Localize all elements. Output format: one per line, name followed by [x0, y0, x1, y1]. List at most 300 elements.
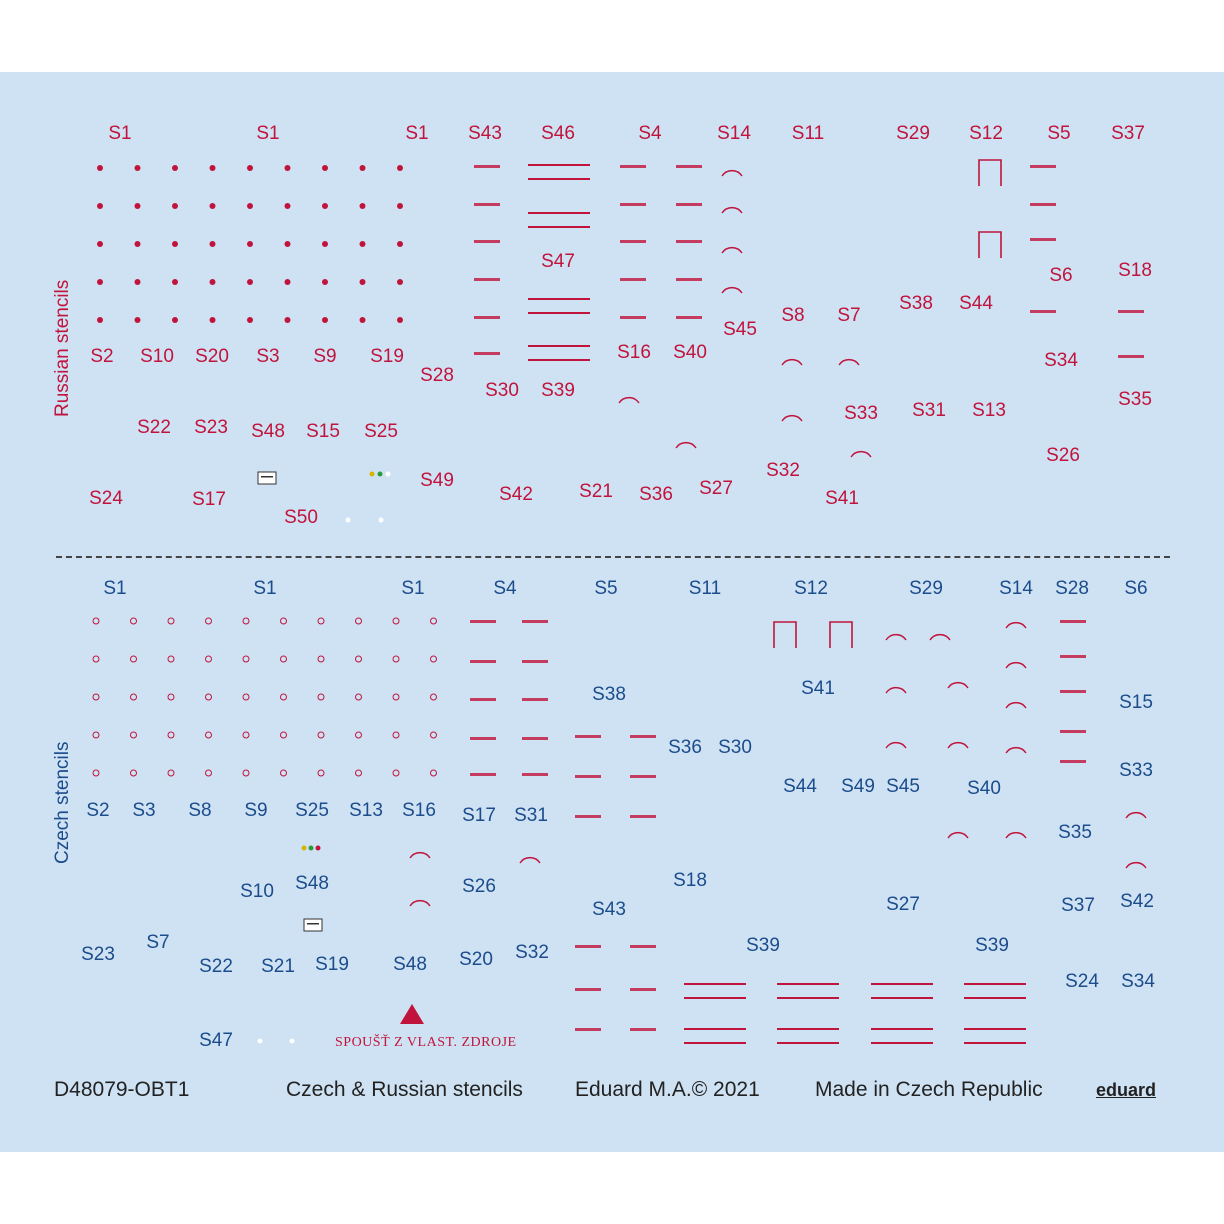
russian-s19-label: S19	[370, 346, 404, 367]
czech-s42-label: S42	[1120, 891, 1154, 912]
stencil-dot	[172, 317, 178, 323]
russian-s41-label: S41	[825, 488, 859, 509]
instrument-box-line	[261, 476, 273, 478]
stencil-text-marking	[474, 203, 500, 206]
indicator-dot	[316, 846, 321, 851]
indicator-dot	[302, 846, 307, 851]
stencil-ring	[318, 618, 324, 624]
stencil-arc	[839, 360, 859, 365]
russian-s45-label: S45	[723, 319, 757, 340]
stencil-dot	[322, 165, 328, 171]
czech-s45-label: S45	[886, 776, 920, 797]
czech-s22-label: S22	[199, 956, 233, 977]
stencil-text-marking	[620, 240, 646, 243]
stencil-dot	[360, 203, 366, 209]
russian-s25-label: S25	[364, 421, 398, 442]
stencil-dot	[247, 165, 253, 171]
stencil-ring	[93, 732, 99, 738]
stencil-arc	[1006, 703, 1026, 708]
placard-line	[777, 1042, 839, 1044]
stencil-arc	[1006, 833, 1026, 838]
czech-s6-label: S6	[1124, 578, 1148, 599]
russian-s40-label: S40	[673, 342, 707, 363]
stencil-ring	[318, 656, 324, 662]
russian-s3-label: S3	[256, 346, 280, 367]
russian-s22-label: S22	[137, 417, 171, 438]
stencil-ring	[131, 732, 137, 738]
russian-s30-label: S30	[485, 380, 519, 401]
stencil-text-marking	[474, 278, 500, 281]
stencil-text-marking	[1030, 310, 1056, 313]
stencil-ring	[131, 770, 137, 776]
stencil-text-marking	[676, 203, 702, 206]
russian-s32-label: S32	[766, 460, 800, 481]
czech-s48-label: S48	[393, 954, 427, 975]
stencil-arc	[410, 853, 430, 858]
czech-s20-label: S20	[459, 949, 493, 970]
stencil-dot	[135, 165, 141, 171]
czech-s1-label: S1	[401, 578, 425, 599]
stencil-dot	[135, 241, 141, 247]
stencil-arc	[851, 452, 871, 457]
russian-s29-label: S29	[896, 123, 930, 144]
czech-s35-label: S35	[1058, 822, 1092, 843]
stencil-ring	[431, 656, 437, 662]
czech-s34-label: S34	[1121, 971, 1155, 992]
stencil-ring	[431, 618, 437, 624]
russian-s7-label: S7	[837, 305, 861, 326]
placard-line	[871, 1028, 933, 1030]
stencil-text-marking	[470, 660, 496, 663]
stencil-text-marking	[1060, 690, 1086, 693]
stencil-ring	[93, 770, 99, 776]
stencil-dot	[322, 317, 328, 323]
stencil-text-marking	[470, 620, 496, 623]
stencil-text-marking	[620, 203, 646, 206]
czech-s36-label: S36	[668, 737, 702, 758]
stencil-text-marking	[620, 316, 646, 319]
stencil-dot	[210, 279, 216, 285]
russian-s1-label: S1	[256, 123, 280, 144]
stencil-text-marking	[1060, 655, 1086, 658]
stencil-arc	[886, 743, 906, 748]
stencil-ring	[206, 618, 212, 624]
russian-s28-label: S28	[420, 365, 454, 386]
russian-s47-label: S47	[541, 251, 575, 272]
stencil-text-marking	[1118, 355, 1144, 358]
stencil-text-marking	[676, 165, 702, 168]
placard-line	[964, 1028, 1026, 1030]
stencil-dot	[97, 279, 103, 285]
stencil-text-marking	[522, 698, 548, 701]
russian-s36-label: S36	[639, 484, 673, 505]
russian-s48-label: S48	[251, 421, 285, 442]
stencil-arc	[930, 635, 950, 640]
stencil-arc	[722, 171, 742, 176]
placard-line	[777, 1028, 839, 1030]
bracket-stencil	[774, 622, 796, 648]
czech-s8-label: S8	[188, 800, 212, 821]
czech-s21-label: S21	[261, 956, 295, 977]
stencil-dot	[247, 241, 253, 247]
stencil-ring	[393, 770, 399, 776]
czech-s7-label: S7	[146, 932, 170, 953]
stencil-dot	[322, 279, 328, 285]
czech-s13-label: S13	[349, 800, 383, 821]
czech-s3-label: S3	[132, 800, 156, 821]
instrument-box	[258, 472, 276, 484]
stencil-dot	[360, 241, 366, 247]
russian-s1-label: S1	[108, 123, 132, 144]
stencil-dot	[172, 241, 178, 247]
stencil-dot	[135, 203, 141, 209]
indicator-dot	[378, 472, 383, 477]
czech-s23-label: S23	[81, 944, 115, 965]
russian-s37-label: S37	[1111, 123, 1145, 144]
stencil-dot	[397, 241, 403, 247]
stencil-dot	[285, 165, 291, 171]
stencil-arc	[1126, 813, 1146, 818]
placard-line	[528, 226, 590, 228]
placard-line	[528, 298, 590, 300]
instrument-box-line	[307, 923, 319, 925]
stencil-text-marking	[522, 737, 548, 740]
czech-s49-label: S49	[841, 776, 875, 797]
stencil-ring	[131, 694, 137, 700]
stencil-arc	[886, 688, 906, 693]
czech-s41-label: S41	[801, 678, 835, 699]
czech-s10-label: S10	[240, 881, 274, 902]
bracket-stencil	[830, 622, 852, 648]
white-dot	[258, 1039, 263, 1044]
stencil-ring	[168, 732, 174, 738]
stencil-ring	[206, 770, 212, 776]
stencil-arc	[619, 398, 639, 403]
stencil-ring	[431, 694, 437, 700]
stencil-text-marking	[474, 240, 500, 243]
czech-s48-label: S48	[295, 873, 329, 894]
stencil-ring	[243, 770, 249, 776]
stencil-arc	[782, 360, 802, 365]
white-dot	[379, 518, 384, 523]
czech-s5-label: S5	[594, 578, 618, 599]
placard-line	[871, 997, 933, 999]
stencil-arc	[520, 858, 540, 863]
russian-s14-label: S14	[717, 123, 751, 144]
placard-line	[528, 345, 590, 347]
czech-s12-label: S12	[794, 578, 828, 599]
czech-s17-label: S17	[462, 805, 496, 826]
czech-s19-label: S19	[315, 954, 349, 975]
stencil-dot	[97, 317, 103, 323]
czech-s16-label: S16	[402, 800, 436, 821]
czech-s43-label: S43	[592, 899, 626, 920]
stencil-text-marking	[620, 165, 646, 168]
russian-s11-label: S11	[791, 123, 825, 144]
russian-s15-label: S15	[306, 421, 340, 442]
russian-s18-label: S18	[1118, 260, 1152, 281]
russian-s8-label: S8	[781, 305, 805, 326]
warning-triangle-icon	[400, 1004, 424, 1024]
placard-line	[777, 983, 839, 985]
stencil-ring	[318, 732, 324, 738]
stencil-dot	[172, 165, 178, 171]
placard-line	[528, 212, 590, 214]
bracket-stencil	[979, 232, 1001, 258]
stencil-ring	[356, 656, 362, 662]
stencil-text-marking	[1060, 730, 1086, 733]
czech-s38-label: S38	[592, 684, 626, 705]
placard-line	[684, 1028, 746, 1030]
placard-line	[684, 983, 746, 985]
stencil-text-marking	[522, 773, 548, 776]
brand-logo: eduard	[1096, 1080, 1157, 1100]
czech-s31-label: S31	[514, 805, 548, 826]
stencil-text-marking	[1030, 238, 1056, 241]
stencil-dot	[285, 203, 291, 209]
stencil-dot	[97, 165, 103, 171]
instrument-box	[304, 919, 322, 931]
stencil-text-marking	[630, 1028, 656, 1031]
czech-s4-label: S4	[493, 578, 517, 599]
russian-s1-label: S1	[405, 123, 429, 144]
stencil-arc	[722, 248, 742, 253]
stencil-dot	[285, 279, 291, 285]
stencil-text-marking	[575, 815, 601, 818]
stencil-ring	[206, 656, 212, 662]
stencil-ring	[281, 694, 287, 700]
czech-s11-label: S11	[688, 578, 722, 599]
russian-s10-label: S10	[140, 346, 174, 367]
placard-line	[528, 178, 590, 180]
czech-stencils-heading: Czech stencils	[52, 741, 73, 864]
russian-s43-label: S43	[468, 123, 502, 144]
russian-s38-label: S38	[899, 293, 933, 314]
russian-s35-label: S35	[1118, 389, 1152, 410]
russian-s49-label: S49	[420, 470, 454, 491]
placard-line	[684, 997, 746, 999]
stencil-ring	[318, 770, 324, 776]
russian-s5-label: S5	[1047, 123, 1071, 144]
russian-s16-label: S16	[617, 342, 651, 363]
stencil-dot	[172, 279, 178, 285]
stencil-ring	[206, 732, 212, 738]
stencil-dot	[210, 165, 216, 171]
indicator-dot	[370, 472, 375, 477]
czech-s1-label: S1	[253, 578, 277, 599]
stencil-text-marking	[676, 240, 702, 243]
stencil-ring	[431, 770, 437, 776]
stencil-dot	[210, 241, 216, 247]
czech-s47-label: S47	[199, 1030, 233, 1051]
placard-line	[777, 997, 839, 999]
stencil-ring	[393, 618, 399, 624]
stencil-text-marking	[630, 775, 656, 778]
stencil-ring	[93, 694, 99, 700]
czech-s33-label: S33	[1119, 760, 1153, 781]
copyright: Eduard M.A.© 2021	[575, 1078, 760, 1101]
czech-s27-label: S27	[886, 894, 920, 915]
stencil-text-marking	[470, 698, 496, 701]
stencil-text-marking	[575, 945, 601, 948]
stencil-text-marking	[1030, 203, 1056, 206]
russian-s39-label: S39	[541, 380, 575, 401]
czech-s39-label: S39	[975, 935, 1009, 956]
stencil-ring	[131, 618, 137, 624]
russian-s4-label: S4	[638, 123, 662, 144]
stencil-arc	[1006, 663, 1026, 668]
stencil-ring	[356, 770, 362, 776]
stencil-ring	[243, 656, 249, 662]
white-dot	[346, 518, 351, 523]
stencil-arc	[948, 743, 968, 748]
placard-line	[871, 1042, 933, 1044]
origin: Made in Czech Republic	[815, 1078, 1043, 1101]
stencil-text-marking	[630, 815, 656, 818]
stencil-dot	[210, 317, 216, 323]
stencil-dot	[360, 279, 366, 285]
stencil-dot	[360, 317, 366, 323]
czech-s39-label: S39	[746, 935, 780, 956]
russian-s24-label: S24	[89, 488, 123, 509]
russian-s44-label: S44	[959, 293, 993, 314]
stencil-dot	[397, 203, 403, 209]
czech-s29-label: S29	[909, 578, 943, 599]
russian-s33-label: S33	[844, 403, 878, 424]
stencil-ring	[168, 694, 174, 700]
stencil-ring	[281, 618, 287, 624]
stencil-dot	[247, 279, 253, 285]
stencil-ring	[281, 732, 287, 738]
russian-s27-label: S27	[699, 478, 733, 499]
sheet-code: D48079-OBT1	[54, 1078, 190, 1101]
stencil-text-marking	[676, 316, 702, 319]
czech-s9-label: S9	[244, 800, 268, 821]
stencil-ring	[168, 770, 174, 776]
czech-s26-label: S26	[462, 876, 496, 897]
stencil-text-marking	[575, 988, 601, 991]
stencil-text-marking	[470, 773, 496, 776]
stencil-text-marking	[1030, 165, 1056, 168]
placard-line	[964, 983, 1026, 985]
stencil-arc	[676, 443, 696, 448]
stencil-text-marking	[630, 988, 656, 991]
stencil-dot	[397, 279, 403, 285]
czech-s25-label: S25	[295, 800, 329, 821]
stencil-ring	[93, 618, 99, 624]
russian-s50-label: S50	[284, 507, 318, 528]
stencil-arc	[410, 901, 430, 906]
russian-s42-label: S42	[499, 484, 533, 505]
stencil-ring	[131, 656, 137, 662]
stencil-dot	[322, 241, 328, 247]
stencil-text-marking	[1060, 760, 1086, 763]
stencil-text-marking	[522, 660, 548, 663]
czech-s44-label: S44	[783, 776, 817, 797]
placard-line	[684, 1042, 746, 1044]
stencil-text-marking	[630, 945, 656, 948]
stencil-ring	[356, 694, 362, 700]
stencil-ring	[281, 656, 287, 662]
stencil-text-marking	[620, 278, 646, 281]
czech-s15-label: S15	[1119, 692, 1153, 713]
czech-s37-label: S37	[1061, 895, 1095, 916]
russian-s46-label: S46	[541, 123, 575, 144]
stencil-text-marking	[676, 278, 702, 281]
stencil-ring	[393, 656, 399, 662]
stencil-text-marking	[1060, 620, 1086, 623]
stencil-text-marking	[575, 775, 601, 778]
czech-s40-label: S40	[967, 778, 1001, 799]
russian-s9-label: S9	[313, 346, 337, 367]
stencil-ring	[206, 694, 212, 700]
stencil-arc	[1006, 748, 1026, 753]
stencil-ring	[356, 618, 362, 624]
stencil-arc	[782, 416, 802, 421]
stencil-text-marking	[1118, 310, 1144, 313]
stencil-text-marking	[630, 735, 656, 738]
stencil-dot	[135, 279, 141, 285]
section-divider	[56, 556, 1170, 558]
czech-s2-label: S2	[86, 800, 110, 821]
russian-s17-label: S17	[192, 489, 226, 510]
russian-s20-label: S20	[195, 346, 229, 367]
stencil-arc	[1126, 863, 1146, 868]
stencil-dot	[285, 317, 291, 323]
stencil-text-marking	[575, 1028, 601, 1031]
czech-s14-label: S14	[999, 578, 1033, 599]
russian-s21-label: S21	[579, 481, 613, 502]
czech-s32-label: S32	[515, 942, 549, 963]
czech-s24-label: S24	[1065, 971, 1099, 992]
czech-s1-label: S1	[103, 578, 127, 599]
placard-line	[964, 997, 1026, 999]
stencil-arc	[722, 288, 742, 293]
stencil-dot	[247, 317, 253, 323]
russian-stencils-heading: Russian stencils	[52, 279, 73, 417]
stencil-dot	[397, 165, 403, 171]
czech-s18-label: S18	[673, 870, 707, 891]
stencil-ring	[393, 732, 399, 738]
stencil-text-marking	[470, 737, 496, 740]
bracket-stencil	[979, 160, 1001, 186]
russian-s26-label: S26	[1046, 445, 1080, 466]
stencil-dot	[97, 203, 103, 209]
stencil-arc	[722, 208, 742, 213]
indicator-dot	[309, 846, 314, 851]
russian-s2-label: S2	[90, 346, 114, 367]
stencil-ring	[356, 732, 362, 738]
stencil-dot	[397, 317, 403, 323]
stencil-ring	[393, 694, 399, 700]
czech-s30-label: S30	[718, 737, 752, 758]
stencil-arc	[1006, 623, 1026, 628]
stencil-arc	[948, 683, 968, 688]
stencil-dot	[285, 241, 291, 247]
stencil-ring	[243, 694, 249, 700]
placard-line	[528, 312, 590, 314]
indicator-dot	[386, 472, 391, 477]
stencil-arc	[886, 635, 906, 640]
stencil-dot	[247, 203, 253, 209]
russian-s23-label: S23	[194, 417, 228, 438]
stencil-dot	[322, 203, 328, 209]
stencil-ring	[168, 618, 174, 624]
russian-s34-label: S34	[1044, 350, 1078, 371]
russian-s6-label: S6	[1049, 265, 1073, 286]
stencil-text-marking	[474, 165, 500, 168]
stencil-dot	[360, 165, 366, 171]
